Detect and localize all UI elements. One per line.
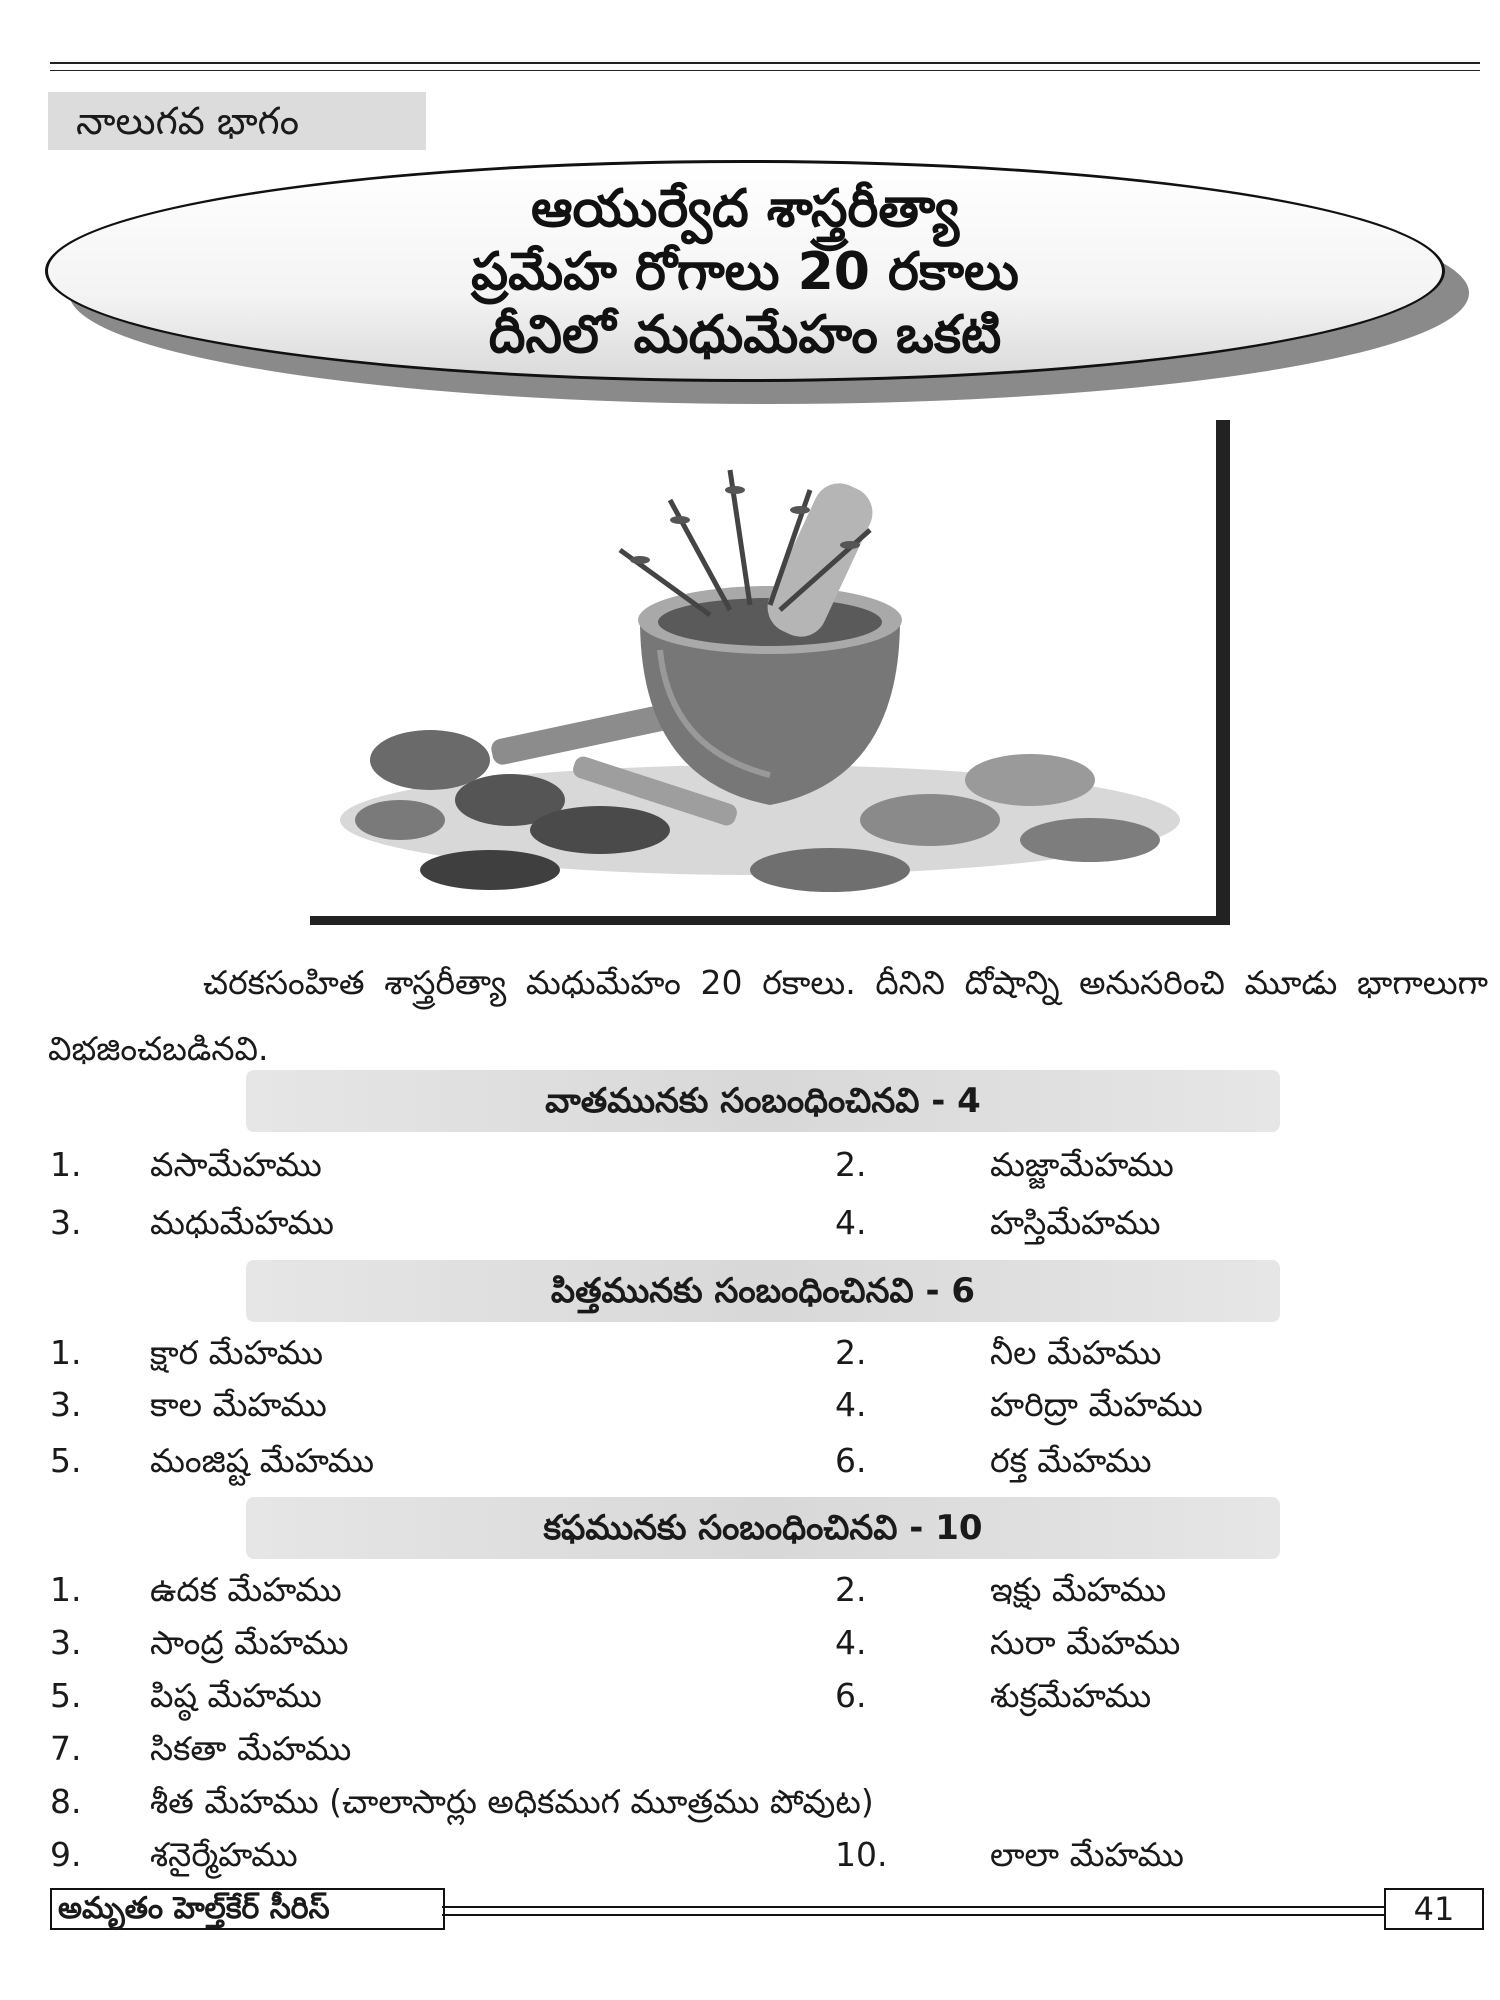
list-item: హస్తిమేహము [990,1203,1161,1242]
item-number: 9. [50,1835,82,1874]
item-number: 3. [50,1203,82,1242]
list-item: కాల మేహము [150,1385,327,1424]
item-number: 8. [50,1782,82,1821]
list-item: శీత మేహము (చాలాసార్లు అధికముగ మూత్రము పోవుట) [150,1782,874,1821]
list-item: నీల మేహము [990,1333,1162,1372]
item-number: 1. [50,1145,82,1184]
list-item: క్షార మేహము [150,1333,323,1372]
list-item: పిష్ఠ మేహము [150,1676,322,1715]
photo-border-bottom [310,916,1230,925]
page-number: 41 [1384,1888,1484,1930]
list-item: వసామేహము [150,1145,322,1184]
list-item: మజ్జామేహము [990,1145,1174,1184]
item-number: 5. [50,1441,82,1480]
item-number: 2. [835,1570,867,1609]
top-rule [50,62,1480,64]
section-heading-vata: వాతమునకు సంబంధించినవి - 4 [246,1070,1280,1132]
title-line-1: ఆయుర్వేద శాస్త్రరీత్యా [530,179,960,239]
item-number: 6. [835,1441,867,1480]
item-number: 3. [50,1385,82,1424]
list-item: సురా మేహము [990,1623,1181,1662]
section-heading-pitta: పిత్తమునకు సంబంధించినవి - 6 [246,1260,1280,1322]
photo-border-right [1216,420,1230,925]
footer-rule [442,1906,1384,1908]
list-item: మధుమేహము [150,1203,334,1242]
title-banner [45,160,1475,410]
page-footer [50,1888,1484,1928]
list-item: మంజిష్ట మేహము [150,1441,375,1480]
list-item: హరిద్రా మేహము [990,1385,1203,1424]
title-line-2: ప్రమేహ రోగాలు 20 రకాలు [471,242,1019,302]
footer-series-title: అమృతం హెల్త్‌కేర్ సీరిస్ [50,1888,445,1930]
item-number: 1. [50,1333,82,1372]
mortar-pestle-illustration [310,420,1216,916]
item-number: 4. [835,1203,867,1242]
list-item: ఉదక మేహము [150,1570,342,1609]
title-line-3: దీనిలో మధుమేహం ఒకటి [488,305,1002,365]
item-number: 4. [835,1385,867,1424]
footer-rule-lower [442,1914,1384,1916]
item-number: 5. [50,1676,82,1715]
list-item: సికతా మేహము [150,1729,352,1768]
list-item: శనైర్మేహము [150,1835,298,1874]
herbs-photo [310,420,1230,925]
item-number: 2. [835,1333,867,1372]
list-item: సాంద్ర మేహము [150,1623,349,1662]
chapter-title [45,178,1445,367]
list-item: రక్త మేహము [990,1441,1152,1480]
list-item: ఇక్షు మేహము [990,1570,1167,1609]
item-number: 6. [835,1676,867,1715]
section-heading-kapha: కఫమునకు సంబంధించినవి - 10 [246,1497,1280,1559]
list-item: శుక్రమేహము [990,1676,1152,1715]
part-label: నాలుగవ భాగం [48,92,426,150]
top-rule-thin [50,70,1480,71]
item-number: 2. [835,1145,867,1184]
list-item: లాలా మేహము [990,1835,1184,1874]
intro-paragraph: చరకసంహిత శాస్త్రరీత్యా మధుమేహం 20 రకాలు. దీనిని దోషాన్ని అనుసరించి మూడు భాగాలుగా విభజించబడినవి. [48,963,1488,1068]
item-number: 7. [50,1729,82,1768]
item-number: 10. [835,1835,888,1874]
item-number: 1. [50,1570,82,1609]
item-number: 4. [835,1623,867,1662]
item-number: 3. [50,1623,82,1662]
